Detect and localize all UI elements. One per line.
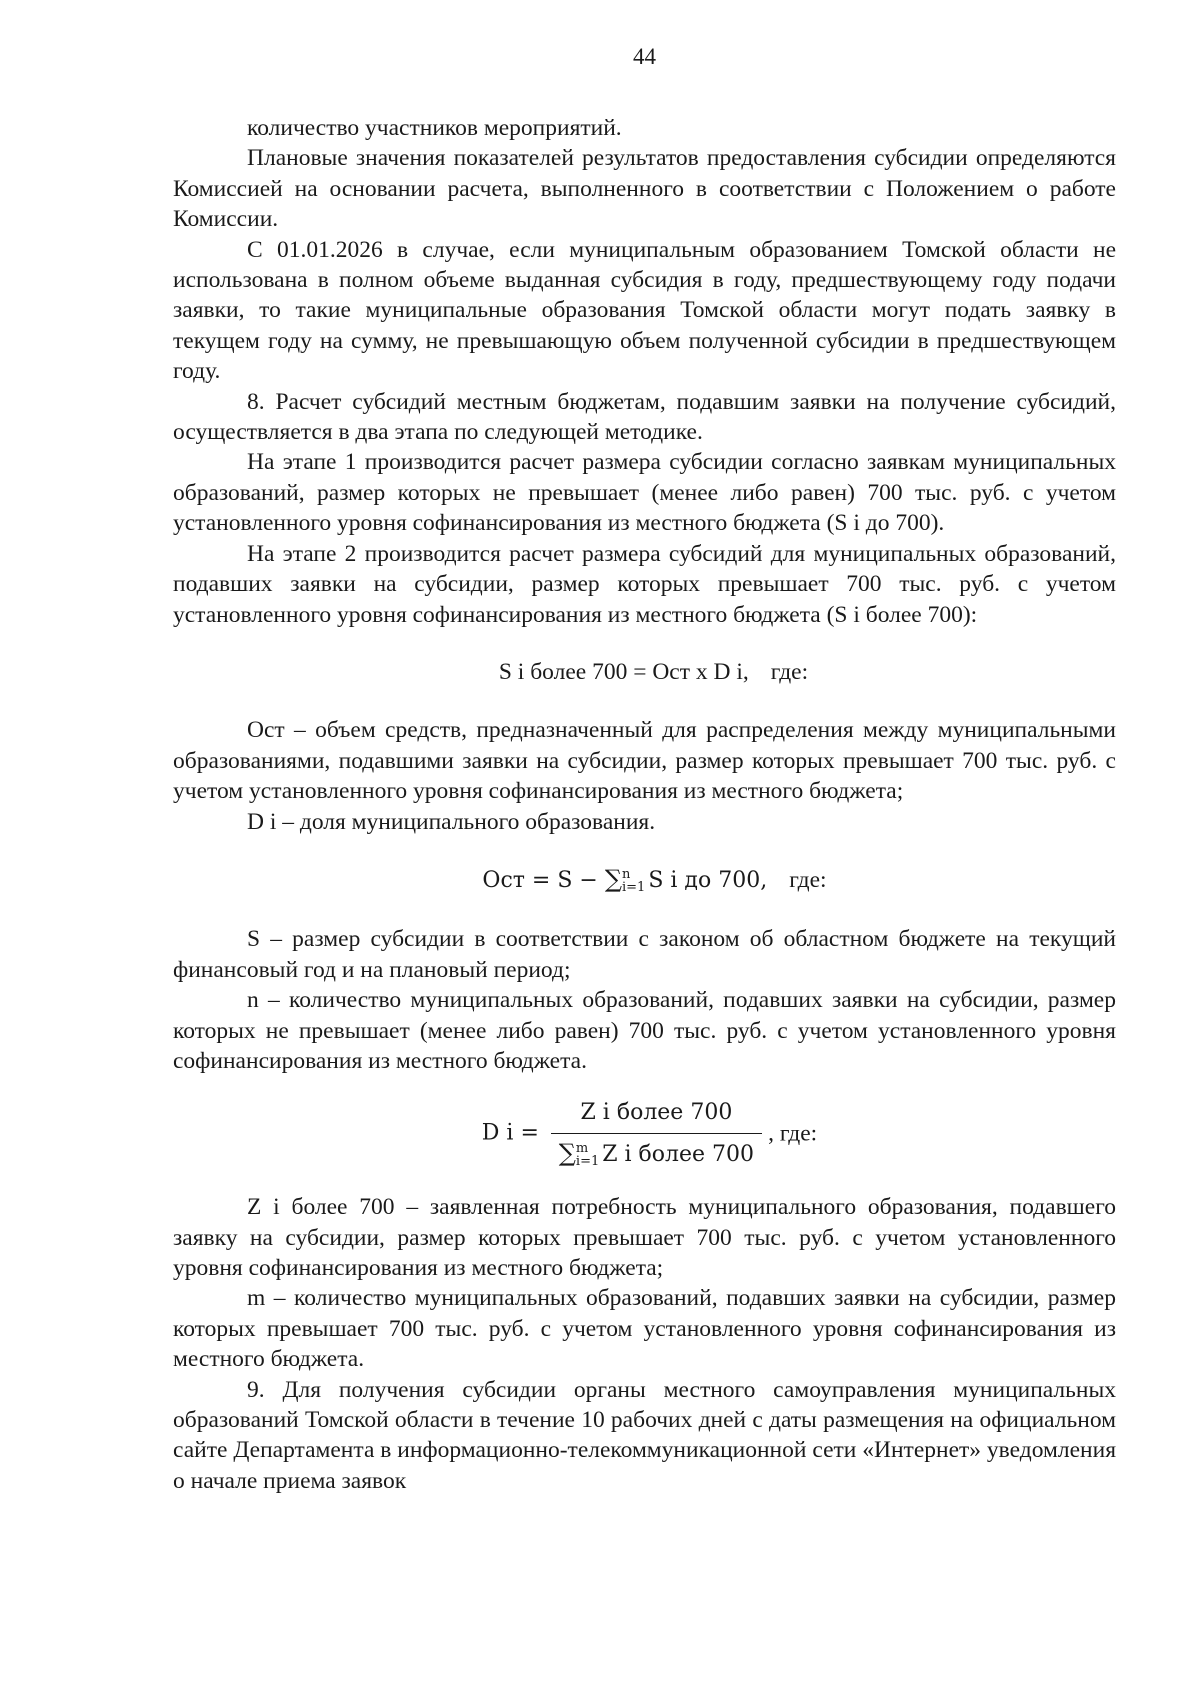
paragraph: n – количество муниципальных образований, подавших заявки на субсидии, размер которых не превышает (менее либо равен) 700 тыс. руб. с учетом установленного уровня софинансирования из местного бюджета.: [173, 987, 1116, 1074]
sum-symbol: ∑: [604, 864, 622, 893]
sum-lower: i=1: [622, 879, 646, 895]
formula-where: , где:: [768, 1121, 818, 1148]
paragraph: m – количество муниципальных образований, подавших заявки на субсидии, размер которых превышает 700 тыс. руб. с учетом установленного уровня софинансирования из местного бюджета.: [173, 1285, 1116, 1373]
formula-where: где:: [770, 658, 809, 685]
sum-upper: m: [575, 1140, 589, 1156]
paragraph: 9. Для получения субсидии органы местного самоуправления муниципальных образований Томской области в течение 10 рабочих дней с даты размещения на официальном сайте Департамента в информационно-телекоммуникационной сети «Интернет» уведомления о начале приема заявок: [173, 1376, 1116, 1494]
paragraph: D i – доля муниципального образования.: [247, 808, 656, 835]
paragraph: 8. Расчет субсидий местным бюджетам, подавшим заявки на получение субсидий, осуществляется в два этапа по следующей методике.: [173, 388, 1116, 446]
formula-expression: S i более 700 = Ост x D i,: [498, 658, 749, 685]
paragraph: С 01.01.2026 в случае, если муниципальным образованием Томской области не использована в полном объеме выданная субсидия в году, предшествующему году подачи заявки, то такие муниципальные образования Томской области могут подать заявку в текущем году на сумму, не превышающую объем полученной субсидии в предшествующем году.: [173, 236, 1116, 385]
denominator-term: Z i более 700: [602, 1141, 755, 1167]
paragraph: На этапе 2 производится расчет размера субсидий для муниципальных образований, подавших заявки на субсидии, размер которых превышает 700 тыс. руб. с учетом установленного уровня софинансирования из местного бюджета (S i более 700):: [173, 540, 1116, 628]
paragraph: На этапе 1 производится расчет размера субсидии согласно заявкам муниципальных образований, размер которых не превышает (менее либо равен) 700 тыс. руб. с учетом установленного уровня софинансирования из местного бюджета (S i до 700).: [173, 449, 1116, 537]
formula-term: S i до 700,: [648, 867, 768, 893]
formula-d-i: [173, 1076, 1116, 1192]
formula-ost: [173, 837, 1116, 924]
sum-upper: n: [622, 866, 631, 882]
paragraph: Ост – объем средств, предназначенный для распределения между муниципальными образованиями, подавшими заявки на субсидии, размер которых превышает 700 тыс. руб. с учетом установленного уровня софинансирования из местного бюджета;: [173, 717, 1116, 805]
sum-lower: i=1: [575, 1153, 600, 1169]
formula-lhs: Ост = S −: [482, 867, 605, 893]
paragraph: S – размер субсидии в соответствии с законом об областном бюджете на текущий финансовый год и на плановый период;: [173, 926, 1116, 983]
paragraph: количество участников мероприятий.: [247, 115, 622, 141]
document-body: [173, 113, 1116, 1496]
sum-symbol: ∑: [558, 1138, 576, 1167]
paragraph: Z i более 700 – заявленная потребность муниципального образования, подавшего заявку на субсидии, размер которых превышает 700 тыс. руб. с учетом установленного уровня софинансирования из местного бюджета;: [173, 1194, 1116, 1281]
formula-s-i-more-700: [173, 630, 1116, 715]
formula-lhs: D i =: [481, 1121, 539, 1147]
fraction: [551, 1098, 762, 1170]
sum-limits: [622, 868, 645, 894]
formula-where: где:: [789, 866, 827, 893]
paragraph: Плановые значения показателей результатов предоставления субсидии определяются Комиссией на основании расчета, выполненного в соответствии с Положением о работе Комиссии.: [173, 145, 1116, 233]
fraction-numerator: Z i более 700: [551, 1098, 762, 1133]
page-number: 44: [633, 44, 656, 69]
fraction-denominator: [551, 1134, 762, 1170]
sum-limits: [576, 1142, 599, 1168]
